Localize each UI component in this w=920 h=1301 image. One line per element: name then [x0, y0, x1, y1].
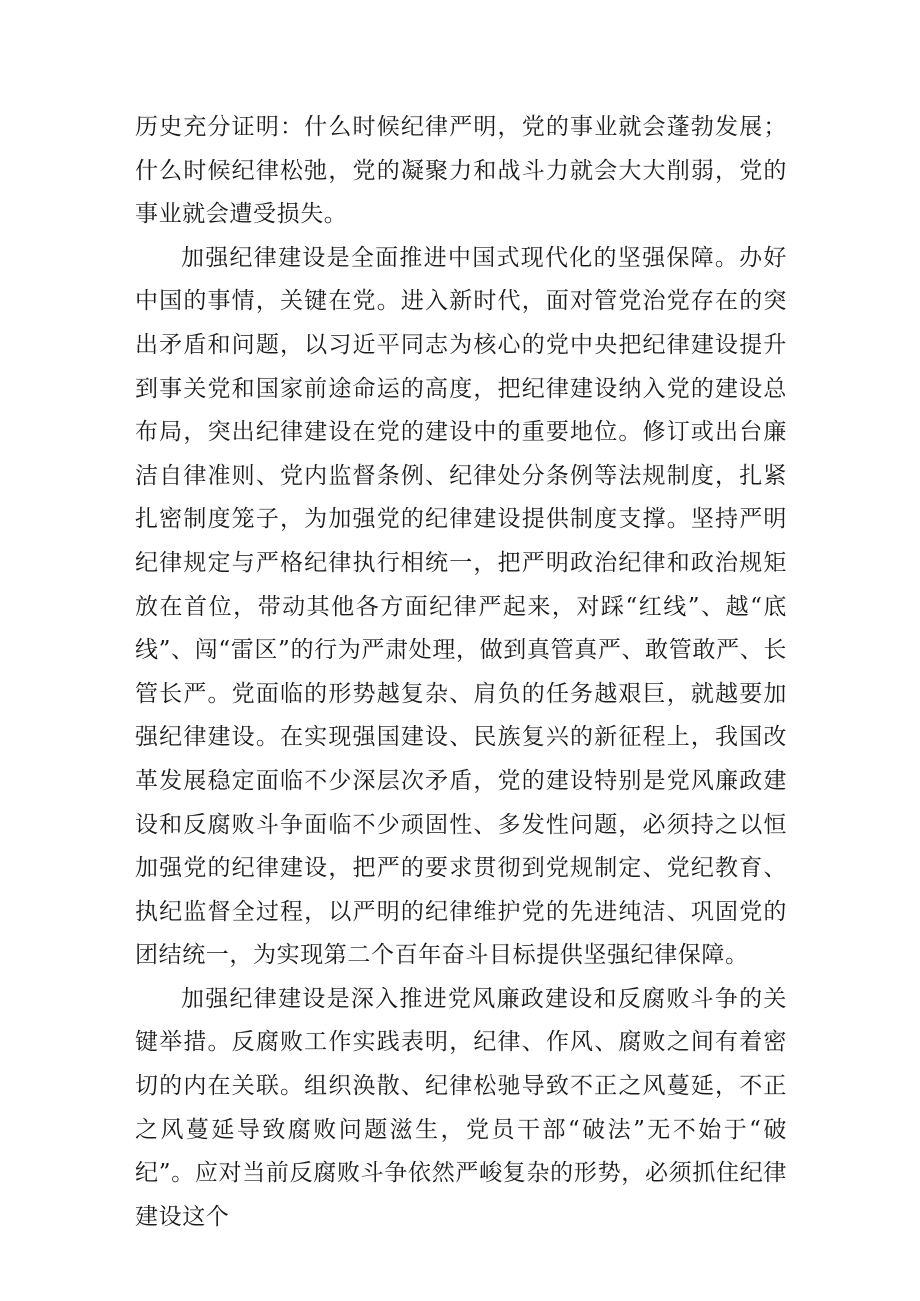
paragraph-modernization: 加强纪律建设是全面推进中国式现代化的坚强保障。办好中国的事情，关键在党。进入新时代，面对管党治党存在的突出矛盾和问题，以习近平同志为核心的党中央把纪律建设提升到事关党和国家前途命运的高度，把纪律建设纳入党的建设总布局，突出纪律建设在党的建设中的重要地位。修订或出台廉洁自律准则、党内监督条例、纪律处分条例等法规制度，扎紧扎密制度笼子，为加强党的纪律建设提供制度支撑。坚持严明纪律规定与严格纪律执行相统一，把严明政治纪律和政治规矩放在首位，带动其他各方面纪律严起来，对踩“红线”、越“底线”、闯“雷区”的行为严肃处理，做到真管真严、敢管敢严、长管长严。党面临的形势越复杂、肩负的任务越艰巨，就越要加强纪律建设。在实现强国建设、民族复兴的新征程上，我国改革发展稳定面临不少深层次矛盾，党的建设特别是党风廉政建设和反腐败斗争面临不少顽固性、多发性问题，必须持之以恒加强党的纪律建设，把严的要求贯彻到党规制定、党纪教育、执纪监督全过程，以严明的纪律维护党的先进纯洁、巩固党的团结统一，为实现第二个百年奋斗目标提供坚强纪律保障。	[135, 244, 787, 969]
document-body	[135, 106, 787, 1239]
paragraph-anticorruption: 加强纪律建设是深入推进党风廉政建设和反腐败斗争的关键举措。反腐败工作实践表明，纪律、作风、腐败之间有着密切的内在关联。组织涣散、纪律松驰导致不正之风蔓延，不正之风蔓延导致腐败问题滋生，党员干部“破法”无不始于“破纪”。应对当前反腐败斗争依然严峻复杂的形势，必须抓住纪律建设这个	[135, 985, 787, 1230]
paragraph-continuation: 历史充分证明：什么时候纪律严明，党的事业就会蓬勃发展；什么时候纪律松弛，党的凝聚力和战斗力就会大大削弱，党的事业就会遭受损失。	[135, 114, 787, 228]
